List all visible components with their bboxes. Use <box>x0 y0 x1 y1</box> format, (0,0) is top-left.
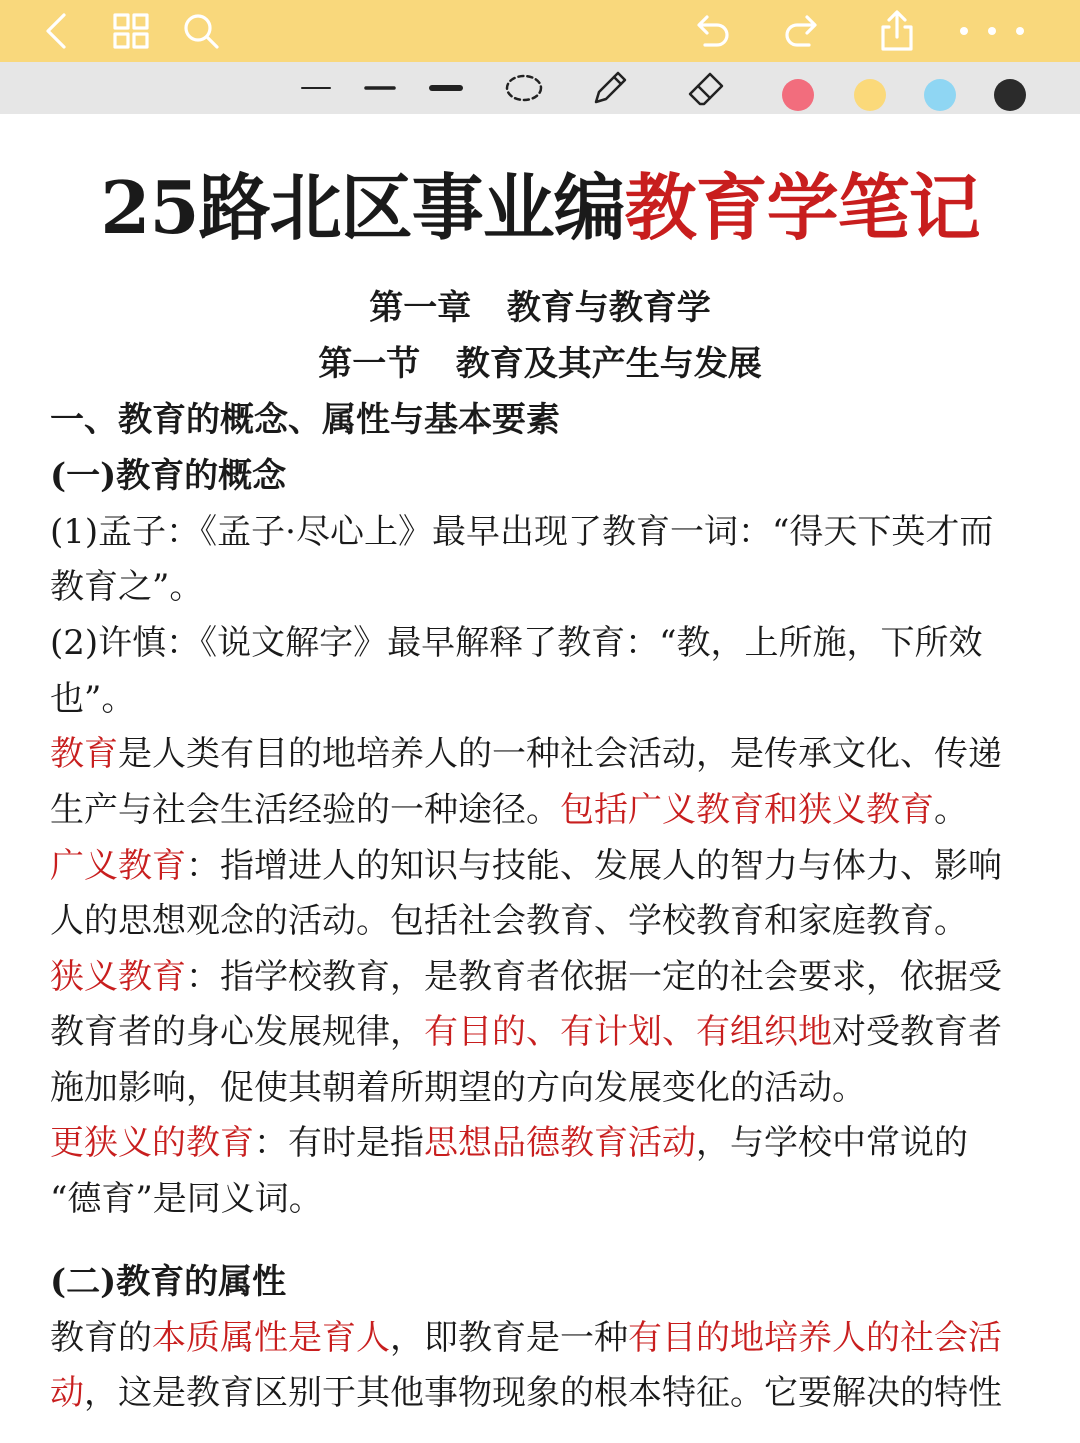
paragraph-line: 教育之”。 <box>50 567 204 607</box>
paragraph-line: 施加影响，促使其朝着所期望的方向发展变化的活动。 <box>50 1068 866 1108</box>
red-term: 包括广义教育和狭义教育 <box>560 790 934 830</box>
subheading-attributes: (二)教育的属性 <box>50 1262 287 1302</box>
heading-1: 一、教育的概念、属性与基本要素 <box>50 400 560 440</box>
paragraph-line <box>50 732 1002 776</box>
paragraph-line <box>50 1371 1002 1415</box>
top-toolbar <box>0 0 1080 62</box>
color-swatch-yellow[interactable] <box>854 79 886 111</box>
text-span: ，与学校中常说的 <box>696 1123 968 1163</box>
lasso-icon[interactable] <box>502 68 546 108</box>
drawing-tool-strip <box>0 62 1080 114</box>
text-span: 是人类有目的地培养人的一种社会活动，是传承文化、传递 <box>118 734 1002 774</box>
subheading-concept: (一)教育的概念 <box>50 456 287 496</box>
search-icon[interactable] <box>178 8 224 54</box>
redo-icon[interactable] <box>780 8 826 54</box>
text-span: 教育的 <box>50 1318 152 1358</box>
note-page[interactable] <box>0 114 1080 1443</box>
page-title <box>0 166 1080 250</box>
red-term: 本质属性是育人 <box>152 1318 390 1358</box>
undo-icon[interactable] <box>688 8 734 54</box>
text-span: 教育者的身心发展规律， <box>50 1012 424 1052</box>
paragraph-line: (1)孟子：《孟子·尽心上》最早出现了教育一词：“得天下英才而 <box>50 512 994 552</box>
red-term: 动 <box>50 1373 84 1413</box>
chapter-heading: 第一章 教育与教育学 <box>369 288 711 328</box>
share-icon[interactable] <box>874 8 920 54</box>
red-term: 狭义教育 <box>50 957 186 997</box>
red-term: 广义教育 <box>50 846 186 886</box>
title-black: 25路北区事业编 <box>100 165 625 250</box>
paragraph-line: “德育”是同义词。 <box>50 1179 323 1219</box>
grid-icon[interactable] <box>108 8 154 54</box>
text-span: 。 <box>934 790 968 830</box>
red-term: 思想品德教育活动 <box>424 1123 696 1163</box>
paragraph-line <box>50 1121 968 1165</box>
color-swatch-black[interactable] <box>994 79 1026 111</box>
text-span: ：指学校教育，是教育者依据一定的社会要求，依据受 <box>186 957 1002 997</box>
line-medium-icon[interactable] <box>358 68 402 108</box>
section-heading: 第一节 教育及其产生与发展 <box>318 344 762 384</box>
paragraph-line: 也”。 <box>50 679 136 719</box>
red-term: 教育 <box>50 734 118 774</box>
eraser-icon[interactable] <box>684 68 728 108</box>
text-span: 生产与社会生活经验的一种途径。 <box>50 790 560 830</box>
text-span: ：有时是指 <box>254 1123 424 1163</box>
text-span: 对受教育者 <box>832 1012 1002 1052</box>
red-term: 有目的、有计划、有组织地 <box>424 1012 832 1052</box>
red-term: 更狭义的教育 <box>50 1123 254 1163</box>
paragraph-line <box>50 788 968 832</box>
color-swatch-pink[interactable] <box>782 79 814 111</box>
pencil-icon[interactable] <box>588 68 632 108</box>
red-term: 有目的地培养人的社会活 <box>628 1318 1002 1358</box>
paragraph-line <box>50 844 1002 888</box>
paragraph-line: (2)许慎：《说文解字》最早解释了教育：“教，上所施，下所效 <box>50 623 983 663</box>
paragraph-line <box>50 1010 1002 1054</box>
line-thick-icon[interactable] <box>424 68 468 108</box>
line-thin-icon[interactable] <box>294 68 338 108</box>
back-icon[interactable] <box>34 8 80 54</box>
paragraph-line <box>50 955 1002 999</box>
paragraph-line: 人的思想观念的活动。包括社会教育、学校教育和家庭教育。 <box>50 901 968 941</box>
color-swatch-blue[interactable] <box>924 79 956 111</box>
more-icon[interactable] <box>952 8 1032 54</box>
text-span: ：指增进人的知识与技能、发展人的智力与体力、影响 <box>186 846 1002 886</box>
title-red: 教育学笔记 <box>624 165 980 250</box>
text-span: ，这是教育区别于其他事物现象的根本特征。它要解决的特性 <box>84 1373 1002 1413</box>
text-span: ，即教育是一种 <box>390 1318 628 1358</box>
paragraph-line <box>50 1316 1002 1360</box>
